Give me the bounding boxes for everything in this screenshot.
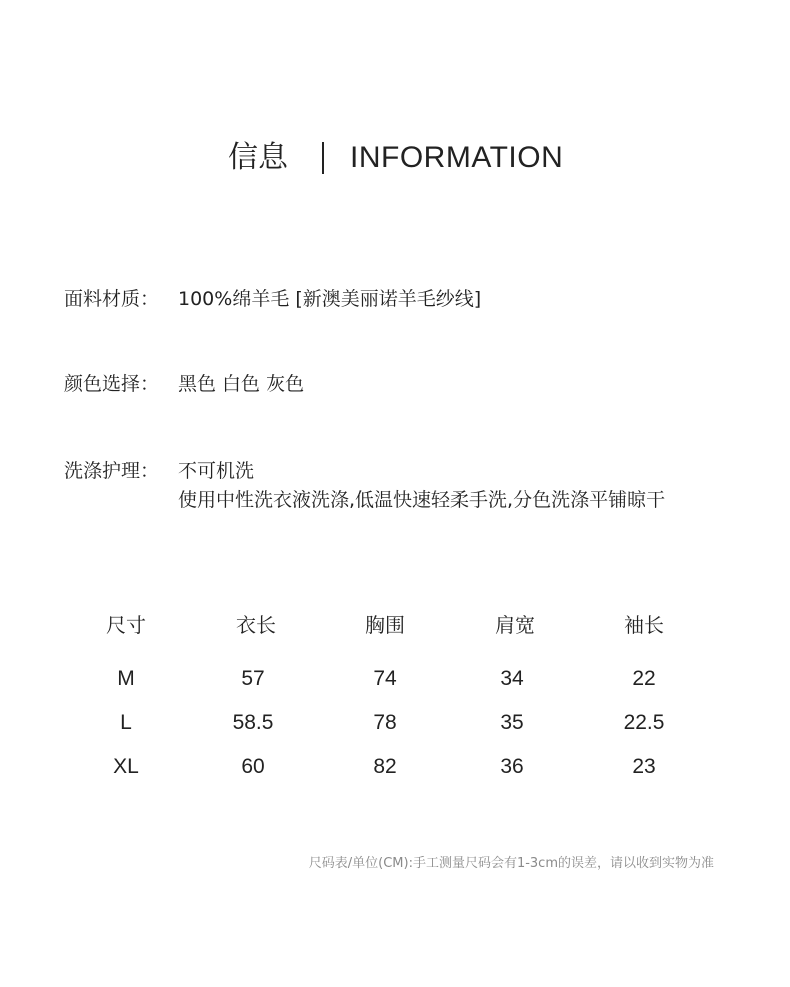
size-cell: 34: [500, 667, 524, 690]
size-cell: 60: [241, 755, 265, 778]
header-title-cn: 信息: [228, 140, 288, 175]
size-cell: 35: [500, 711, 524, 734]
size-cell: 82: [373, 755, 397, 778]
care-label: 洗涤护理：: [64, 460, 160, 482]
size-header-shoulder: 肩宽: [495, 613, 535, 637]
header-divider: [322, 142, 324, 174]
size-cell: 58.5: [232, 711, 274, 734]
size-cell: 57: [241, 667, 265, 690]
size-cell: XL: [113, 755, 139, 778]
care-line-2: 使用中性洗衣液洗涤,低温快速轻柔手洗,分色洗涤平铺晾干: [178, 489, 666, 511]
measurement-note: 尺码表/单位(CM):手工测量尺码会有1-3cm的误差，请以收到实物为准: [308, 856, 714, 871]
color-label: 颜色选择：: [64, 373, 160, 395]
color-value: 黑色 白色 灰色: [178, 373, 305, 395]
size-header-size: 尺寸: [106, 613, 146, 637]
size-header-sleeve: 袖长: [624, 613, 664, 637]
size-cell: 22: [632, 667, 656, 690]
size-header-chest: 胸围: [365, 613, 405, 637]
fabric-label: 面料材质：: [64, 288, 160, 310]
size-cell: 78: [373, 711, 397, 734]
size-cell: 36: [500, 755, 524, 778]
fabric-value: 100%绵羊毛 [新澳美丽诺羊毛纱线]: [178, 288, 482, 310]
size-cell: 74: [373, 667, 397, 690]
care-line-1: 不可机洗: [178, 460, 255, 482]
size-cell: 22.5: [623, 711, 665, 734]
header-title-en: INFORMATION: [350, 141, 564, 174]
size-header-length: 衣长: [236, 613, 276, 637]
size-cell: L: [120, 711, 132, 734]
section-header: [0, 138, 790, 178]
care-value: [178, 457, 665, 515]
size-cell: M: [117, 667, 135, 690]
size-cell: 23: [632, 755, 656, 778]
